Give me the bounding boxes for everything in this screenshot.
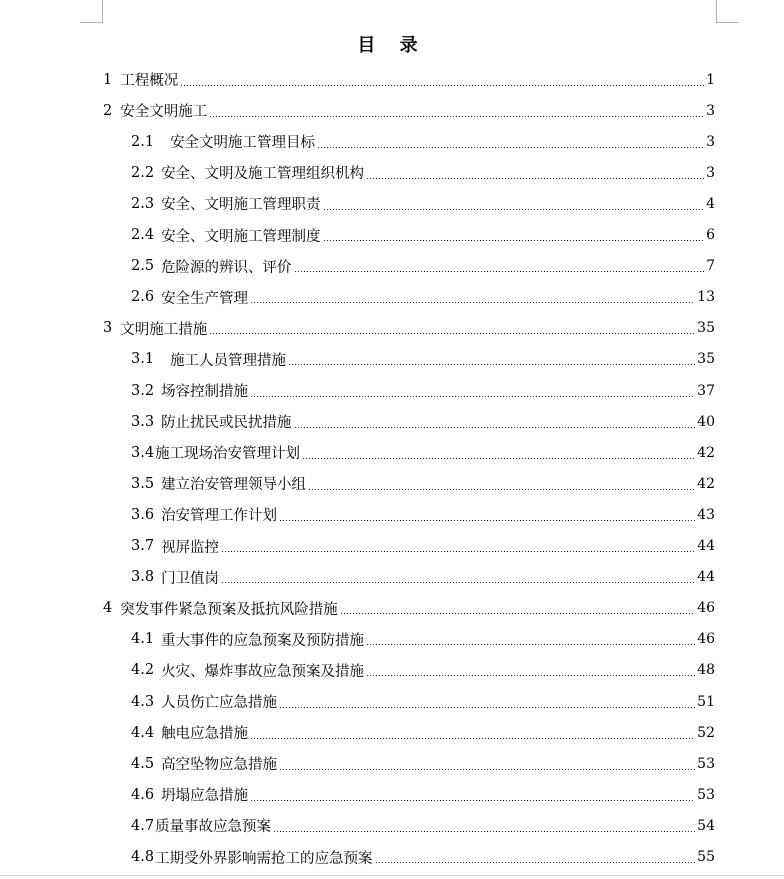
toc-dot-leader (209, 116, 704, 117)
toc-entry-title: 安全、文明施工管理制度 (161, 228, 321, 245)
toc-entry-title: 安全、文明及施工管理组织机构 (161, 166, 365, 183)
toc-entry-number: 2 (103, 102, 113, 119)
toc-entry-page-number: 44 (697, 569, 715, 586)
toc-dot-leader (308, 489, 695, 490)
toc-entry[interactable] (131, 531, 715, 562)
toc-entry-number: 3.6 (131, 506, 155, 523)
toc-entry-title: 建立治安管理领导小组 (161, 477, 307, 494)
toc-dot-leader (273, 831, 695, 832)
toc-dot-leader (375, 862, 696, 863)
toc-entry-number: 3.4 (131, 444, 155, 461)
toc-dot-leader (294, 427, 696, 428)
toc-entry[interactable] (131, 655, 715, 686)
toc-entry-number: 4.1 (131, 631, 155, 648)
toc-entry-title: 治安管理工作计划 (161, 508, 278, 525)
toc-entry-number: 4.2 (131, 662, 155, 679)
toc-dot-leader (279, 520, 695, 521)
toc-dot-leader (250, 302, 695, 303)
toc-entry-title: 安全、文明施工管理职责 (161, 197, 321, 214)
toc-dot-leader (294, 271, 705, 272)
toc-entry-title: 门卫值岗 (161, 570, 220, 587)
toc-entry[interactable] (131, 188, 715, 219)
toc-entry-number: 4 (103, 600, 113, 617)
page-bottom-edge (0, 875, 784, 876)
toc-entry[interactable] (131, 468, 715, 499)
toc-entry-number: 3.5 (131, 475, 155, 492)
toc-entry-page-number: 42 (697, 444, 715, 461)
toc-dot-leader (323, 240, 705, 241)
toc-entry[interactable] (103, 313, 715, 344)
toc-entry-page-number: 3 (706, 133, 715, 150)
toc-entry-title: 火灾、爆炸事故应急预案及措施 (161, 663, 365, 680)
toc-entry[interactable] (131, 375, 715, 406)
toc-entry-page-number: 35 (697, 351, 715, 368)
toc-entry[interactable] (131, 562, 715, 593)
toc-entry-title: 施工现场治安管理计划 (155, 446, 301, 463)
toc-entry-title: 文明施工措施 (120, 321, 208, 338)
toc-entry[interactable] (131, 810, 715, 841)
toc-entry-page-number: 42 (697, 475, 715, 492)
toc-dot-leader (288, 364, 695, 365)
toc-entry-page-number: 37 (697, 382, 715, 399)
toc-entry-title: 重大事件的应急预案及预防措施 (161, 632, 365, 649)
toc-entry-page-number: 40 (697, 413, 715, 430)
toc-entry-number: 4.3 (131, 693, 155, 710)
toc-entry-page-number: 7 (706, 258, 715, 275)
toc-dot-leader (221, 551, 695, 552)
toc-entry-page-number: 44 (697, 538, 715, 554)
toc-dot-leader (317, 147, 704, 148)
toc-dot-leader (302, 458, 695, 459)
toc-entry[interactable] (131, 686, 715, 717)
toc-dot-leader (221, 582, 695, 583)
toc-entry-title: 工期受外界影响需抢工的应急预案 (155, 850, 373, 867)
toc-dot-leader (279, 769, 695, 770)
toc-entry-page-number: 3 (706, 102, 715, 119)
toc-entry-page-number: 1 (706, 71, 715, 88)
toc-entry[interactable] (131, 220, 715, 251)
toc-entry-page-number: 51 (697, 693, 715, 710)
toc-title: 目 录 (357, 35, 427, 56)
toc-entry-title: 触电应急措施 (161, 726, 249, 743)
toc-entry[interactable] (131, 717, 715, 748)
toc-entry-title: 防止扰民或民扰措施 (161, 415, 292, 432)
toc-dot-leader (366, 178, 704, 179)
toc-entry-page-number: 54 (697, 817, 715, 834)
toc-entry[interactable] (131, 251, 715, 282)
toc-entry-number: 3 (103, 320, 113, 337)
toc-entry-number: 2.4 (131, 227, 155, 243)
toc-entry[interactable] (131, 157, 715, 188)
toc-entry-page-number: 4 (706, 195, 715, 212)
toc-entry-page-number: 46 (697, 631, 715, 648)
toc-entry[interactable] (131, 406, 715, 437)
toc-entry[interactable] (131, 748, 715, 779)
toc-entry-page-number: 3 (706, 164, 715, 181)
toc-entry[interactable] (131, 499, 715, 530)
toc-entry-page-number: 13 (697, 289, 715, 306)
toc-dot-leader (180, 85, 704, 86)
toc-entry-number: 3.2 (131, 382, 155, 399)
toc-entry[interactable] (131, 282, 715, 313)
toc-entry-number: 2.6 (131, 289, 155, 306)
toc-entry-number: 2.3 (131, 195, 155, 212)
toc-entry-number: 4.8 (131, 849, 155, 865)
toc-entry-title: 场容控制措施 (161, 384, 249, 400)
toc-entry-title: 突发事件紧急预案及抵抗风险措施 (120, 601, 338, 618)
crop-mark-top-left (80, 0, 103, 23)
toc-entry[interactable] (131, 624, 715, 655)
toc-entry-page-number: 46 (697, 600, 715, 617)
toc-entry[interactable] (103, 64, 715, 95)
toc-dot-leader (209, 333, 695, 334)
toc-entry-title: 人员伤亡应急措施 (161, 695, 278, 711)
toc-entry-number: 4.5 (131, 755, 155, 772)
toc-entry-page-number: 53 (697, 786, 715, 803)
toc-entry-page-number: 35 (697, 320, 715, 337)
toc-entry-title: 视屏监控 (161, 539, 220, 556)
toc-dot-leader (250, 738, 695, 739)
toc-entry-number: 4.6 (131, 786, 155, 803)
toc-dot-leader (366, 675, 695, 676)
toc-entry-title: 施工人员管理措施 (170, 352, 287, 369)
toc-entry-title: 安全生产管理 (161, 290, 249, 307)
toc-dot-leader (250, 800, 695, 801)
toc-entry-page-number: 48 (697, 662, 715, 679)
toc-entry-page-number: 53 (697, 755, 715, 772)
toc-entry-number: 2.2 (131, 164, 155, 181)
toc-entry-number: 2.5 (131, 258, 155, 275)
toc-entry-title: 工程概况 (120, 73, 179, 89)
toc-entry-title: 安全文明施工 (120, 104, 208, 121)
toc-entry-title: 高空坠物应急措施 (161, 757, 278, 774)
toc-entry[interactable] (103, 95, 715, 126)
toc-entry[interactable] (103, 593, 715, 624)
toc-entry-title: 质量事故应急预案 (155, 819, 272, 836)
toc-dot-leader (323, 209, 705, 210)
toc-entry-title: 危险源的辨识、评价 (161, 259, 292, 276)
toc-entry-page-number: 43 (697, 506, 715, 523)
toc-entry[interactable] (131, 126, 715, 157)
toc-dot-leader (279, 707, 695, 708)
toc-entry-number: 1 (103, 71, 113, 88)
toc-dot-leader (250, 396, 695, 397)
toc-entry-title: 安全文明施工管理目标 (170, 135, 316, 152)
toc-entry-number: 4.7 (131, 817, 155, 834)
toc-dot-leader (340, 613, 695, 614)
toc-entry-page-number: 6 (706, 227, 715, 243)
toc-entry-page-number: 52 (697, 724, 715, 741)
toc-entry-title: 坍塌应急措施 (161, 788, 249, 805)
toc-entry-number: 3.7 (131, 538, 155, 554)
toc-entry-number: 3.3 (131, 413, 155, 430)
toc-entry[interactable] (131, 344, 715, 375)
toc-dot-leader (366, 644, 695, 645)
toc-entry-page-number: 55 (697, 849, 715, 865)
toc-entry[interactable] (131, 842, 715, 873)
toc-entry[interactable] (131, 437, 715, 468)
crop-mark-top-right (716, 0, 739, 23)
toc-entry-number: 3.1 (131, 351, 155, 368)
toc-entry-number: 3.8 (131, 569, 155, 586)
toc-entry[interactable] (131, 779, 715, 810)
toc-entry-number: 2.1 (131, 133, 155, 150)
toc-entry-number: 4.4 (131, 724, 155, 741)
